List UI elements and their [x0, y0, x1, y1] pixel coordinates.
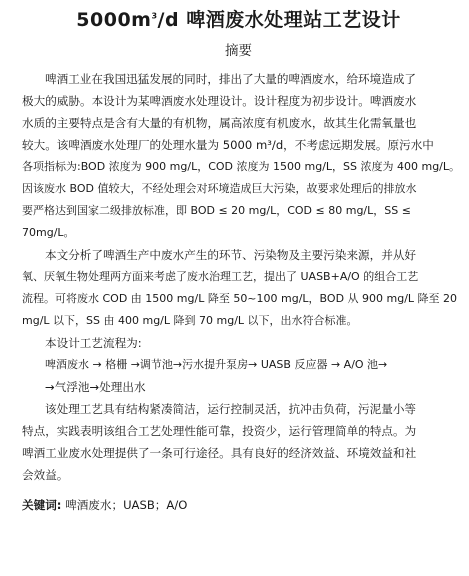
text-line: 会效益。: [22, 468, 69, 482]
text-line: 该处理工艺具有结构紧凑简洁，运行控制灵活，抗冲击负荷，污泥量小等: [45, 402, 417, 416]
title-superscript: 3: [151, 11, 158, 21]
text-line: mg/L 以下，SS 由 400 mg/L 降到 70 mg/L 以下，出水符合标准。: [22, 314, 358, 327]
process-flow-label: 本设计工艺流程为:: [45, 336, 142, 350]
text-line: 要严格达到国家二级排放标准，即 BOD ≤ 20 mg/L，COD ≤ 80 mg/L，SS ≤: [22, 204, 411, 217]
text-line: 流程。可将废水 COD 由 1500 mg/L 降至 50~100 mg/L，BOD 从 900 mg/L 降至 20: [22, 292, 458, 305]
text-line: 氧、厌氧生物处理两方面来考虑了废水治理工艺，提出了 UASB+A/O 的组合工艺: [22, 270, 419, 283]
text-line: 本文分析了啤酒生产中废水产生的环节、污染物及主要污染来源，并从好: [45, 248, 417, 262]
title-prefix: 5000m: [76, 9, 152, 31]
title-suffix: /d 啤酒废水处理站工艺设计: [157, 9, 401, 31]
flow-line: →气浮池→处理出水: [45, 380, 146, 394]
text-line: 特点，实践表明该组合工艺处理性能可靠，投资少，运行管理简单的特点。为: [22, 424, 417, 438]
text-line: 较大。该啤酒废水处理厂的处理水量为 5000 m³/d，不考虑远期发展。原污水中: [22, 138, 434, 152]
document-title: [22, 6, 455, 34]
text-line: 啤酒工业在我国迅猛发展的同时，排出了大量的啤酒废水，给环境造成了: [45, 72, 417, 86]
process-flow: [22, 354, 455, 398]
text-line: 各项指标为:BOD 浓度为 900 mg/L，COD 浓度为 1500 mg/L，SS 浓度为 400 mg/L。: [22, 160, 461, 173]
keywords-text: 啤酒废水；UASB；A/O: [61, 498, 188, 512]
keywords-line: [22, 494, 455, 516]
text-line: 水质的主要特点是含有大量的有机物，属高浓度有机废水，故其生化需氧量也: [22, 116, 417, 130]
text-line: 啤酒工业废水处理提供了一条可行途径。具有良好的经济效益、环境效益和社: [22, 446, 417, 460]
abstract-paragraph-4: [22, 398, 455, 486]
abstract-paragraph-1: [22, 68, 461, 244]
text-line: 极大的威胁。本设计为某啤酒废水处理设计。设计程度为初步设计。啤酒废水: [22, 94, 417, 108]
abstract-paragraph-2: [22, 244, 458, 332]
text-line: 因该废水 BOD 值较大，不经处理会对环境造成巨大污染，故要求处理后的排放水: [22, 182, 417, 195]
abstract-heading: 摘要: [225, 43, 252, 59]
text-line: 70mg/L。: [22, 226, 75, 239]
flow-line: 啤酒废水 → 格栅 →调节池→污水提升泵房→ UASB 反应器 → A/O 池→: [45, 358, 388, 371]
keywords-label: 关键词:: [22, 498, 62, 512]
